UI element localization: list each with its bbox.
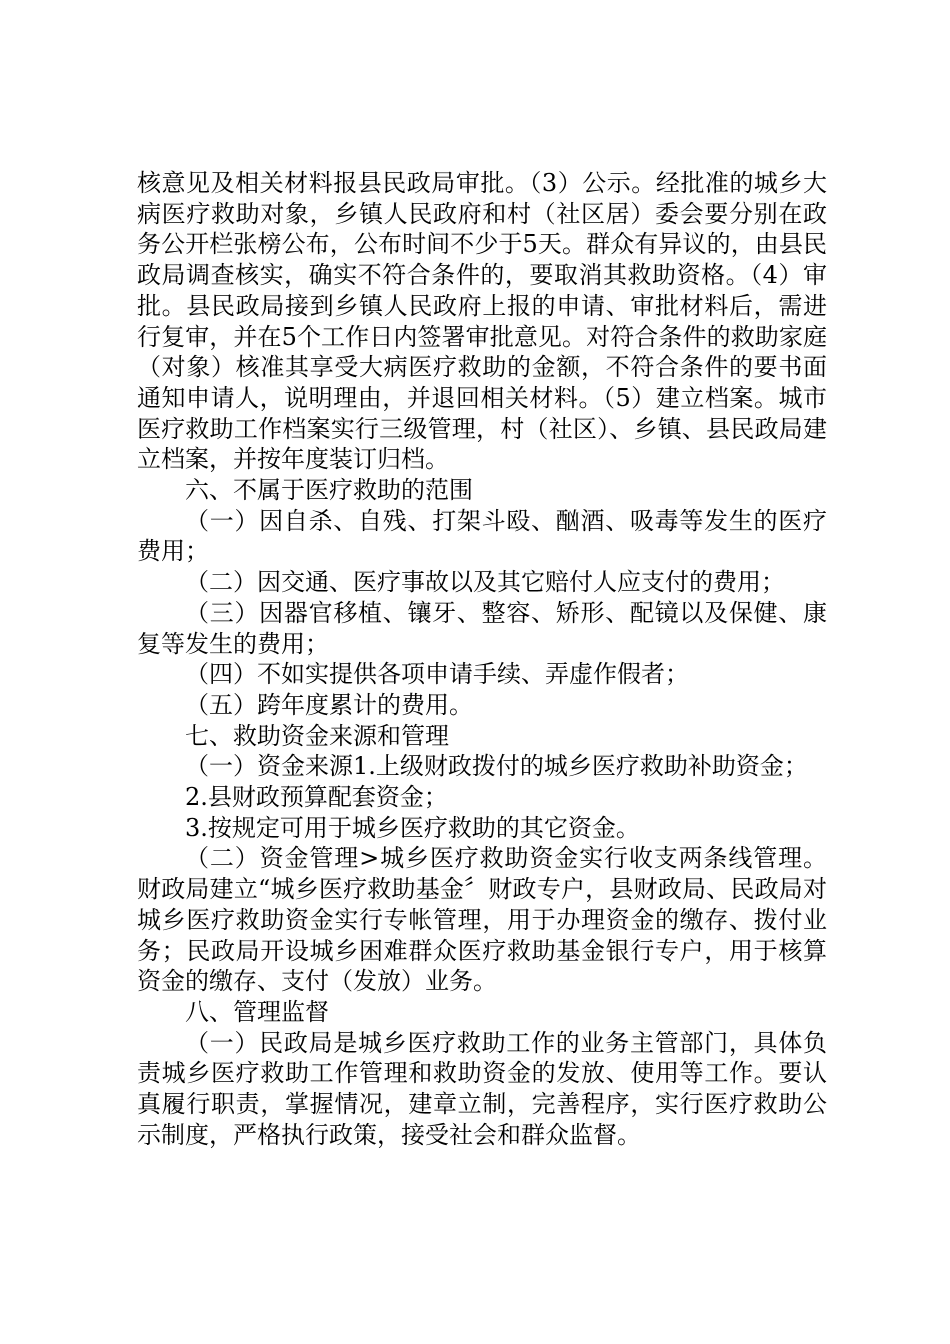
list-item-7-2: （二）资金管理>城乡医疗救助资金实行收支两条线管理。财政局建立“城乡医疗救助基金〞财政专户，县财政局、民政局对城乡医疗救助资金实行专帐管理，用于办理资金的缴存、拨付业务；民政局开设城乡困难群众医疗救助基金银行专户，用于核算资金的缴存、支付（发放）业务。 [137, 844, 827, 996]
list-item-6-3: （三）因器官移植、镶牙、整容、矫形、配镜以及保健、康复等发生的费用； [137, 598, 827, 658]
list-item-7-1-3: 3.按规定可用于城乡医疗救助的其它资金。 [185, 813, 640, 842]
document-body [137, 168, 827, 1151]
section-heading-6: 六、不属于医疗救助的范围 [185, 476, 473, 505]
list-item-6-2: （二）因交通、医疗事故以及其它赔付人应支付的费用； [185, 568, 785, 597]
section-heading-8: 八、管理监督 [185, 997, 329, 1026]
section-heading-7: 七、救助资金来源和管理 [185, 721, 449, 750]
paragraph-continued-procedure: 核意见及相关材料报县民政局审批。（3）公示。经批准的城乡大病医疗救助对象，乡镇人民政府和村（社区居）委会要分别在政务公开栏张榜公布，公布时间不少于5天。群众有异议的，由县民政局调查核实，确实不符合条件的，要取消其救助资格。（4）审批。县民政局接到乡镇人民政府上报的申请、审批材料后，需进行复审，并在5个工作日内签署审批意见。对符合条件的救助家庭（对象）核准其享受大病医疗救助的金额，不符合条件的要书面通知申请人，说明理由，并退回相关材料。（5）建立档案。城市医疗救助工作档案实行三级管理，村（社区）、乡镇、县民政局建立档案，并按年度装订归档。 [137, 169, 827, 474]
list-item-7-1: （一）资金来源1.上级财政拨付的城乡医疗救助补助资金； [185, 752, 808, 781]
list-item-8-1: （一）民政局是城乡医疗救助工作的业务主管部门，具体负责城乡医疗救助工作管理和救助资金的发放、使用等工作。要认真履行职责，掌握情况，建章立制，完善程序，实行医疗救助公示制度，严格执行政策，接受社会和群众监督。 [137, 1028, 827, 1149]
list-item-6-4: （四）不如实提供各项申请手续、弄虚作假者； [185, 660, 689, 689]
list-item-6-5: （五）跨年度累计的费用。 [185, 690, 473, 719]
list-item-6-1: （一）因自杀、自残、打架斗殴、酗酒、吸毒等发生的医疗费用； [137, 506, 827, 566]
list-item-7-1-2: 2.县财政预算配套资金； [185, 783, 448, 812]
